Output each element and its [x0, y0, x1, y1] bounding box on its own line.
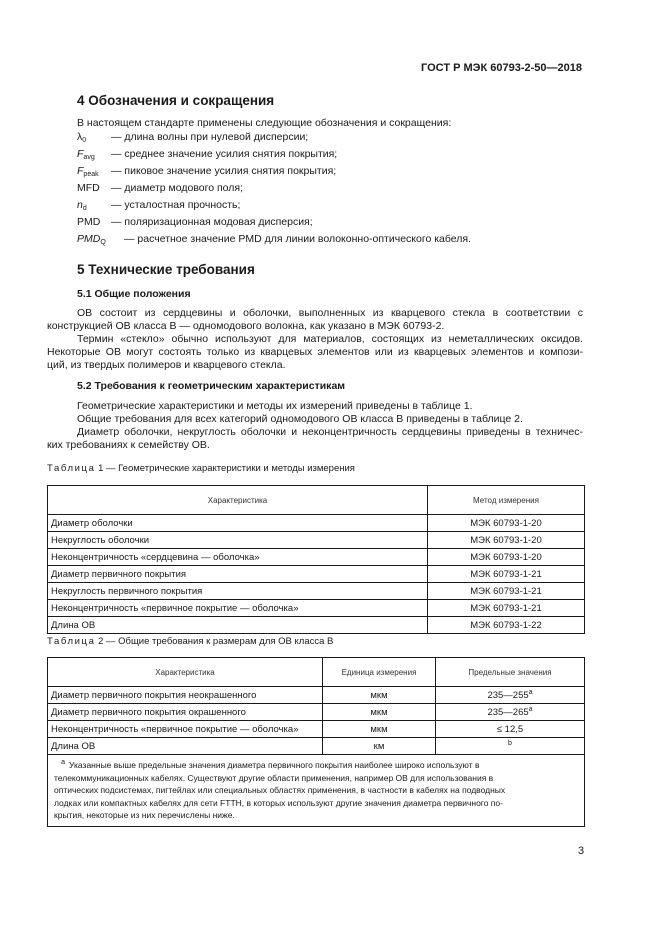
table1-cell-method: МЭК 60793-1-20	[428, 515, 585, 532]
abbreviation-item	[77, 216, 597, 232]
table1-caption-text: 1 — Геометрические характеристики и методы измерения	[95, 463, 355, 474]
symbol-base: F	[77, 148, 84, 160]
table1-cell-method: МЭК 60793-1-20	[428, 549, 585, 566]
table1-cell-characteristic: Длина ОВ	[48, 617, 428, 634]
limit-value: 235—265	[487, 707, 529, 718]
abbreviation-definition: — расчетное значение PMD для линии волоконно-оптического кабеля.	[124, 233, 471, 245]
abbreviation-definition: — усталостная прочность;	[111, 199, 241, 211]
table1-row	[48, 617, 585, 634]
footnote-line: лодках или компактных кабелях для сети FTTH, в которых используют другие значения диаметра первичного по-	[54, 797, 503, 808]
section-4-title: 4 Обозначения и сокращения	[77, 93, 275, 108]
paragraph-5-2-line2: Общие требования для всех категорий одномодового ОВ класса В приведены в таблице 2.	[77, 413, 523, 425]
abbreviation-symbol	[77, 182, 100, 194]
symbol-subscript: Q	[100, 239, 106, 246]
standard-code: ГОСТ Р МЭК 60793-2-50—2018	[421, 62, 582, 74]
section-5-1-title: 5.1 Общие положения	[77, 288, 191, 300]
table2-cell-limit	[436, 704, 585, 721]
footnote-line: крытия, некоторые из них перечислены ниже.	[54, 810, 235, 820]
paragraph-5-1-line1: ОВ состоит из сердцевины и оболочки, выполненных из кварцевого стекла в соответствии с	[77, 307, 583, 319]
table1-cell-method: МЭК 60793-1-21	[428, 583, 585, 600]
abbreviation-item	[77, 233, 597, 249]
symbol-subscript: 0	[82, 137, 87, 144]
abbreviation-definition: — среднее значение усилия снятия покрытия;	[111, 148, 338, 160]
table1-caption	[47, 463, 355, 474]
table2-row	[48, 738, 585, 755]
table2-cell-limit	[436, 738, 585, 755]
abbreviation-item	[77, 165, 597, 181]
table1-row	[48, 549, 585, 566]
table1-row	[48, 583, 585, 600]
abbreviation-symbol	[77, 131, 86, 144]
table2-row	[48, 721, 585, 738]
abbreviation-symbol	[77, 148, 95, 161]
symbol-base: PMD	[77, 216, 101, 228]
symbol-subscript: d	[82, 205, 87, 212]
section-4-intro: В настоящем стандарте применены следующие обозначения и сокращения:	[77, 117, 452, 129]
table2-cell-limit	[436, 687, 585, 704]
abbreviation-item	[77, 182, 597, 198]
paragraph-5-1-line3: Термин «стекло» обычно используют для материалов, состоящих из неметаллических оксидов.	[77, 333, 583, 345]
footnote-marker: a	[528, 706, 533, 713]
abbreviation-definition: — длина волны при нулевой дисперсии;	[111, 131, 309, 143]
abbreviation-definition: — поляризационная модовая дисперсия;	[111, 216, 313, 228]
table1-cell-characteristic: Неконцентричность «первичное покрытие — оболочка»	[48, 600, 428, 617]
footnote-line: оптических подсистемах, пигтейлах или специальных областях применения, в частности в кабелях на подводных	[54, 785, 506, 795]
table1-row	[48, 600, 585, 617]
table1-cell-method: МЭК 60793-1-21	[428, 600, 585, 617]
symbol-base: PMD	[77, 233, 101, 245]
table2-cell-characteristic: Неконцентричность «первичное покрытие — оболочка»	[48, 721, 323, 738]
abbreviation-definition: — пиковое значение усилия снятия покрытия;	[111, 165, 337, 177]
symbol-base: F	[77, 165, 84, 177]
table2-caption	[47, 636, 333, 647]
paragraph-5-1-line4: Некоторые ОВ могут состоять только из кварцевых элементов или из кварцевых элементов и компози-	[47, 346, 583, 358]
abbreviation-symbol	[77, 233, 106, 246]
table1-row	[48, 532, 585, 549]
table2-cell-unit: км	[323, 738, 436, 755]
footnote-line: телекоммуникационных кабелях. Существуют другие области применения, например ОВ для использования в	[54, 772, 494, 783]
table2-caption-text: 2 — Общие требования к размерам для ОВ класса В	[95, 636, 334, 647]
abbreviation-item	[77, 148, 597, 164]
table1-header-row	[48, 486, 585, 515]
table2-cell-unit: мкм	[323, 721, 436, 738]
table1-cell-method: МЭК 60793-1-21	[428, 566, 585, 583]
paragraph-5-1-line2: конструкцией ОВ класса В — одномодового волокна, как указано в МЭК 60793-2.	[47, 320, 445, 332]
paragraph-5-2-line3: Диаметр оболочки, некруглость оболочки и неконцентричность сердцевины приведены в техничес-	[77, 426, 583, 438]
paragraph-5-1-line5: ций, из твердых полимеров и кварцевого стекла.	[47, 359, 286, 371]
abbreviation-symbol	[77, 216, 100, 228]
table1-header-method: Метод измерения	[428, 486, 585, 515]
table2-row	[48, 687, 585, 704]
table1-cell-characteristic: Неконцентричность «сердцевина — оболочка»	[48, 549, 428, 566]
abbreviation-item	[77, 199, 597, 215]
paragraph-5-2-line1: Геометрические характеристики и методы их измерений приведены в таблице 1.	[77, 400, 473, 412]
footnote-marker: b	[508, 740, 512, 747]
paragraph-5-2-line4: ких требованиях к семейству ОВ.	[47, 439, 210, 451]
table2-caption-prefix: Таблица	[47, 636, 96, 647]
symbol-subscript: peak	[83, 171, 99, 178]
table1-cell-method: МЭК 60793-1-22	[428, 617, 585, 634]
table1-caption-prefix: Таблица	[47, 463, 96, 474]
footnote-line: Указанные выше предельные значения диаметра первичного покрытия наиболее широко используют в	[69, 760, 480, 770]
section-5-2-title: 5.2 Требования к геометрическим характеристикам	[77, 380, 346, 392]
table1-header-characteristic: Характеристика	[48, 486, 428, 515]
table2-header-limits: Предельные значения	[436, 658, 585, 687]
abbreviation-symbol	[77, 199, 87, 212]
symbol-subscript: avg	[83, 154, 95, 161]
table2-cell-characteristic: Диаметр первичного покрытия неокрашенного	[48, 687, 323, 704]
table2-note-row	[48, 755, 585, 827]
table2-cell-limit	[436, 721, 585, 738]
table1	[47, 485, 585, 634]
symbol-base: λ	[77, 131, 83, 143]
page-number: 3	[578, 845, 585, 857]
table2-footnote	[48, 755, 585, 827]
symbol-base: n	[77, 199, 83, 211]
footnote-marker: a	[528, 689, 533, 696]
table2-header-characteristic: Характеристика	[48, 658, 323, 687]
table1-cell-characteristic: Диаметр оболочки	[48, 515, 428, 532]
section-5-title: 5 Технические требования	[77, 262, 255, 277]
symbol-base: MFD	[77, 182, 100, 194]
table2-header-unit: Единица измерения	[323, 658, 436, 687]
table2-cell-unit: мкм	[323, 687, 436, 704]
table2-row	[48, 704, 585, 721]
table1-cell-characteristic: Диаметр первичного покрытия	[48, 566, 428, 583]
table1-row	[48, 566, 585, 583]
limit-value: 235—255	[487, 690, 529, 701]
table2-cell-characteristic: Длина ОВ	[48, 738, 323, 755]
abbreviation-symbol	[77, 165, 99, 178]
table1-cell-characteristic: Некруглость оболочки	[48, 532, 428, 549]
abbreviation-item	[77, 131, 597, 147]
table1-row	[48, 515, 585, 532]
table1-cell-method: МЭК 60793-1-20	[428, 532, 585, 549]
table2-header-row	[48, 658, 585, 687]
table2-cell-characteristic: Диаметр первичного покрытия окрашенного	[48, 704, 323, 721]
table1-cell-characteristic: Некруглость первичного покрытия	[48, 583, 428, 600]
table2	[47, 657, 585, 827]
limit-value: ≤ 12,5	[496, 723, 524, 735]
footnote-marker: a	[61, 759, 65, 766]
abbreviation-definition: — диаметр модового поля;	[111, 182, 243, 194]
table2-cell-unit: мкм	[323, 704, 436, 721]
